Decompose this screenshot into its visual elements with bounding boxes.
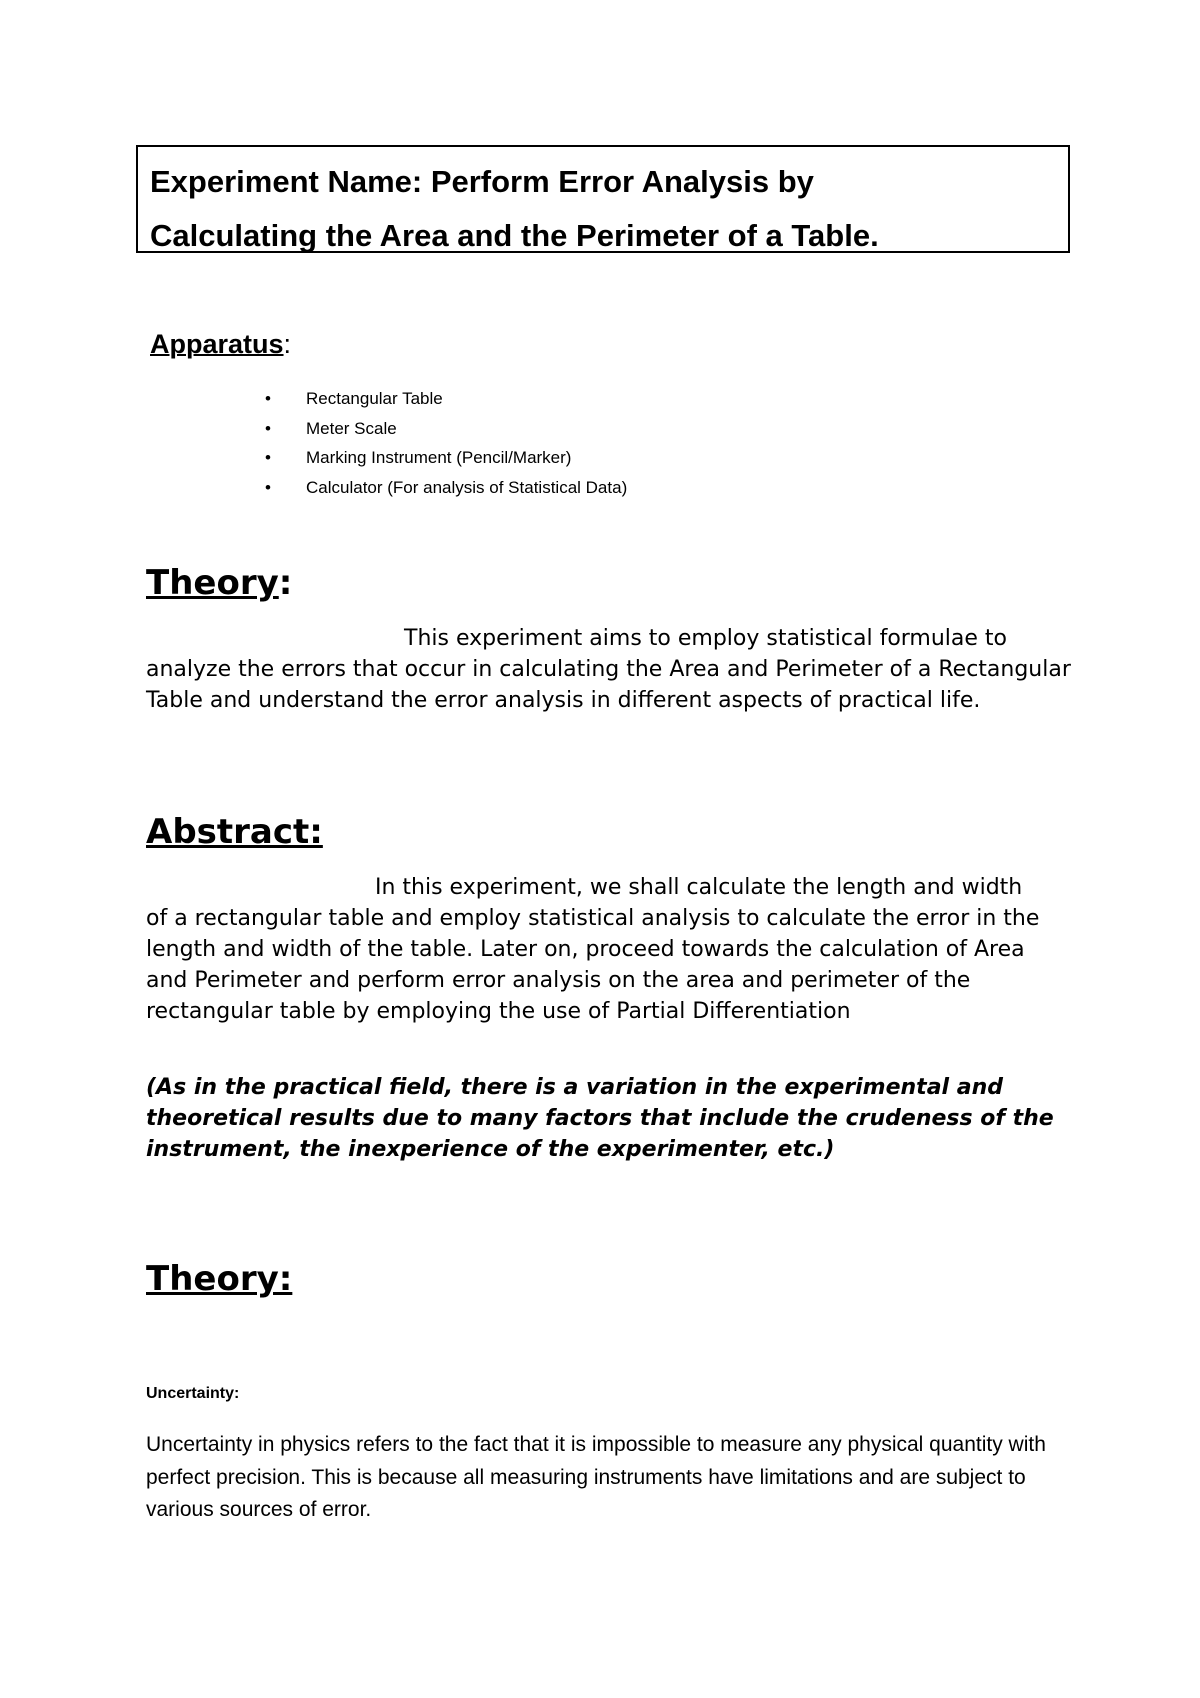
experiment-title-line-1: Experiment Name: Perform Error Analysis by bbox=[150, 164, 814, 199]
bullet-icon: • bbox=[265, 448, 271, 467]
abstract-note: (As in the practical field, there is a variation in the experimental and theoretical results due to many factors that include the crudeness of the instrument, the inexperience of the experimenter, etc.) bbox=[146, 1075, 1054, 1162]
bullet-icon: • bbox=[265, 477, 271, 497]
list-item-text: Rectangular Table bbox=[306, 389, 443, 408]
list-item bbox=[265, 473, 627, 503]
list-item-text: Meter Scale bbox=[306, 418, 397, 438]
experiment-title-line-2: Calculating the Area and the Perimeter of a Table. bbox=[150, 218, 879, 253]
uncertainty-heading: Uncertainty: bbox=[146, 1385, 240, 1402]
experiment-title-box bbox=[136, 145, 1070, 253]
apparatus-heading-label: Apparatus bbox=[150, 329, 284, 359]
theory-main-heading bbox=[146, 1257, 292, 1301]
theory-main-heading-label: Theory: bbox=[146, 1259, 293, 1299]
theory-intro-heading-label: Theory bbox=[146, 563, 279, 603]
list-item bbox=[265, 443, 627, 473]
apparatus-list bbox=[265, 384, 627, 502]
theory-intro-paragraph: This experiment aims to employ statistical formulae to analyze the errors that occur in calculating the Area and Perimeter of a Rectangular Table and understand the error analysis in different aspects of practical life. bbox=[146, 626, 1071, 713]
list-item bbox=[265, 384, 627, 414]
theory-intro-heading-colon: : bbox=[278, 563, 293, 603]
theory-intro-heading bbox=[146, 561, 292, 605]
uncertainty-paragraph: Uncertainty in physics refers to the fact that it is impossible to measure any physical quantity with perfect precision. This is because all measuring instruments have limitations and are subject to various sources of error. bbox=[146, 1433, 1046, 1521]
list-item-text: Marking Instrument (Pencil/Marker) bbox=[306, 448, 572, 467]
apparatus-heading bbox=[150, 326, 291, 362]
bullet-icon: • bbox=[265, 418, 271, 438]
apparatus-heading-colon: : bbox=[283, 329, 292, 359]
abstract-heading bbox=[146, 810, 323, 854]
abstract-paragraph: In this experiment, we shall calculate the length and width of a rectangular table and employ statistical analysis to calculate the error in the length and width of the table. Later on, proceed towards the calculation of Area and Perimeter and perform error analysis on the area and perimeter of the rectangular table by employing the use of Partial Differentiation bbox=[146, 875, 1040, 1024]
bullet-icon: • bbox=[265, 389, 271, 408]
list-item bbox=[265, 414, 627, 444]
list-item-text: Calculator (For analysis of Statistical Data) bbox=[306, 477, 628, 497]
abstract-heading-label: Abstract: bbox=[146, 812, 323, 852]
